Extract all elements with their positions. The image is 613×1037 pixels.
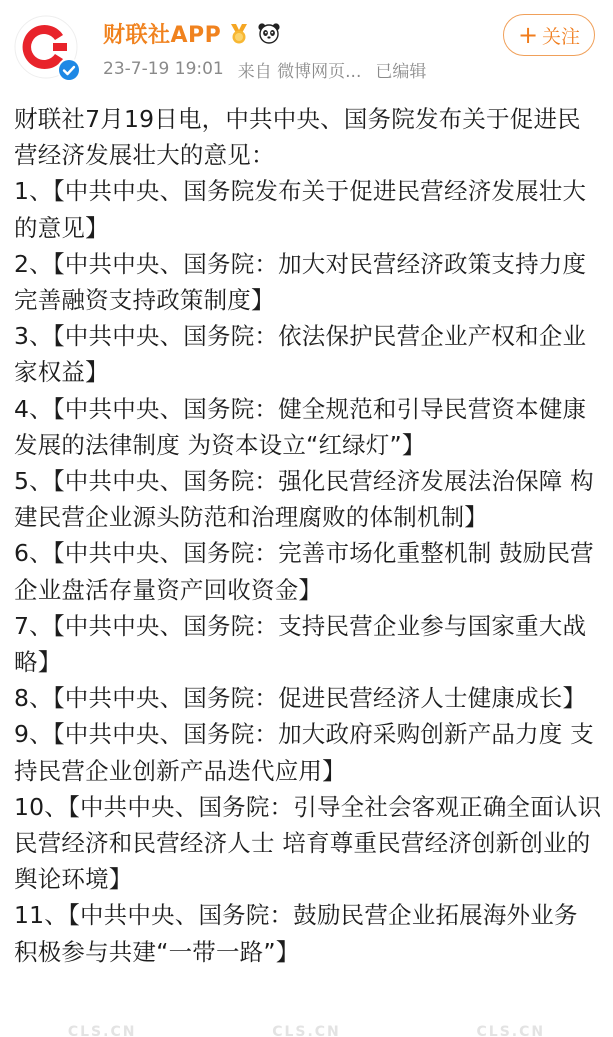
post-intro: 财联社7月19日电，中共中央、国务院发布关于促进民营经济发展壮大的意见： bbox=[14, 105, 581, 170]
list-item: 9、【中共中央、国务院：加大政府采购创新产品力度 支持民营企业创新产品迭代应用】 bbox=[14, 720, 594, 785]
post-body bbox=[14, 101, 602, 970]
watermark-text: CLS.CN bbox=[476, 1024, 546, 1037]
post-source[interactable]: 来自 微博网页... bbox=[237, 61, 362, 82]
post-timestamp: 23-7-19 19:01 bbox=[103, 59, 224, 79]
list-item: 11、【中共中央、国务院：鼓励民营企业拓展海外业务 积极参与共建“一带一路”】 bbox=[14, 901, 578, 966]
author-avatar[interactable] bbox=[13, 14, 79, 80]
panda-icon bbox=[257, 21, 281, 45]
follow-label: 关注 bbox=[542, 25, 581, 48]
post-edited-label[interactable]: 已编辑 bbox=[375, 61, 427, 82]
watermark-text: CLS.CN bbox=[272, 1024, 341, 1037]
list-item: 5、【中共中央、国务院：强化民营经济发展法治保障 构建民营企业源头防范和治理腐败的体制机制】 bbox=[14, 467, 594, 532]
list-item: 7、【中共中央、国务院：支持民营企业参与国家重大战略】 bbox=[14, 611, 587, 677]
watermark bbox=[0, 1024, 613, 1037]
post-header bbox=[0, 0, 613, 96]
follow-button[interactable] bbox=[503, 14, 595, 56]
list-item: 4、【中共中央、国务院：健全规范和引导民营资本健康发展的法律制度 为资本设立“红绿灯”】 bbox=[14, 394, 587, 459]
list-item: 1、【中共中央、国务院发布关于促进民营经济发展壮大的意见】 bbox=[14, 177, 587, 242]
author-name[interactable]: 财联社APP bbox=[103, 22, 222, 48]
post-meta bbox=[103, 56, 440, 82]
list-item: 3、【中共中央、国务院：依法保护民营企业产权和企业家权益】 bbox=[14, 322, 587, 387]
list-item: 2、【中共中央、国务院：加大对民营经济政策支持力度 完善融资支持政策制度】 bbox=[14, 249, 587, 315]
verified-badge-icon bbox=[57, 58, 81, 82]
watermark-text: CLS.CN bbox=[67, 1024, 137, 1037]
medal-icon bbox=[227, 21, 251, 45]
plus-icon: + bbox=[517, 21, 539, 49]
list-item: 10、【中共中央、国务院：引导全社会客观正确全面认识民营经济和民营经济人士 培育尊重民营经济创新创业的舆论环境】 bbox=[14, 792, 602, 894]
list-item: 6、【中共中央、国务院：完善市场化重整机制 鼓励民营企业盘活存量资产回收资金】 bbox=[14, 539, 594, 604]
author-row bbox=[103, 16, 281, 50]
list-item: 8、【中共中央、国务院：促进民营经济人士健康成长】 bbox=[14, 684, 587, 713]
